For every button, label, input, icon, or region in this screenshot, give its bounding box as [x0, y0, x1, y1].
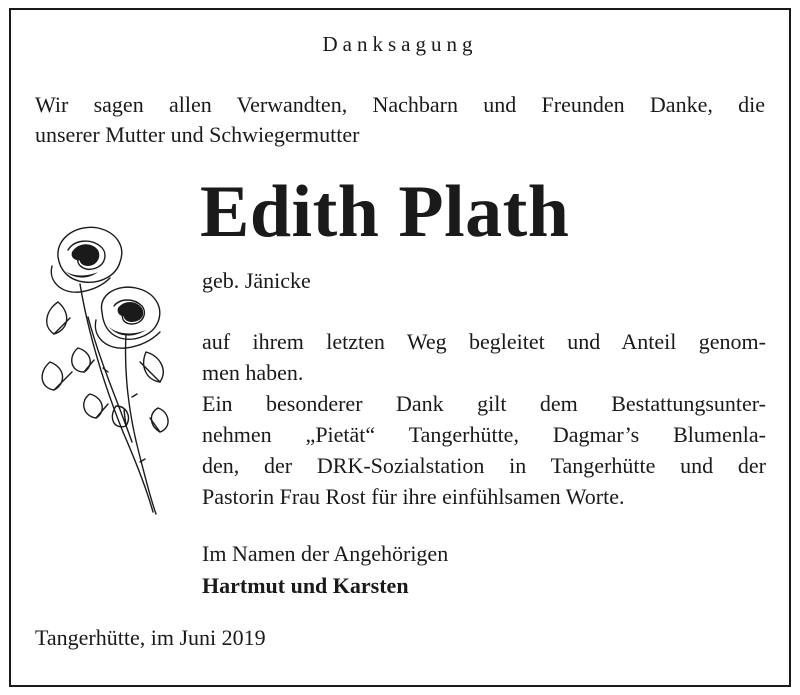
intro-line: Wir sagen allen Verwandten, Nachbarn und Freunden Danke, die: [35, 92, 765, 117]
body-line: auf ihrem letzten Weg begleitet und Anteil genom-: [202, 329, 766, 354]
body-line: Pastorin Frau Rost für ihre einfühlsamen Worte.: [202, 484, 625, 509]
place-and-date: Tangerhütte, im Juni 2019: [35, 625, 266, 650]
signoff-block: [202, 538, 448, 602]
body-line: men haben.: [202, 360, 304, 385]
signoff-line: Im Namen der Angehörigen: [202, 541, 449, 566]
signoff-names: Hartmut und Karsten: [202, 573, 409, 598]
deceased-name: Edith Plath: [200, 171, 570, 253]
body-line: nehmen „Pietät“ Tangerhütte, Dagmar’s Blumenla-: [202, 422, 766, 447]
intro-line: unserer Mutter und Schwiegermutter: [35, 122, 360, 147]
body-line: den, der DRK-Sozialstation in Tangerhütte und der: [202, 453, 766, 478]
notice-heading: Danksagung: [322, 32, 478, 56]
body-line: Ein besonderer Dank gilt dem Bestattungsunter-: [202, 391, 766, 416]
acknowledgement-text: [202, 326, 766, 512]
rose-icon: [28, 222, 178, 522]
intro-text: [35, 90, 765, 150]
birth-name: geb. Jänicke: [202, 268, 311, 293]
